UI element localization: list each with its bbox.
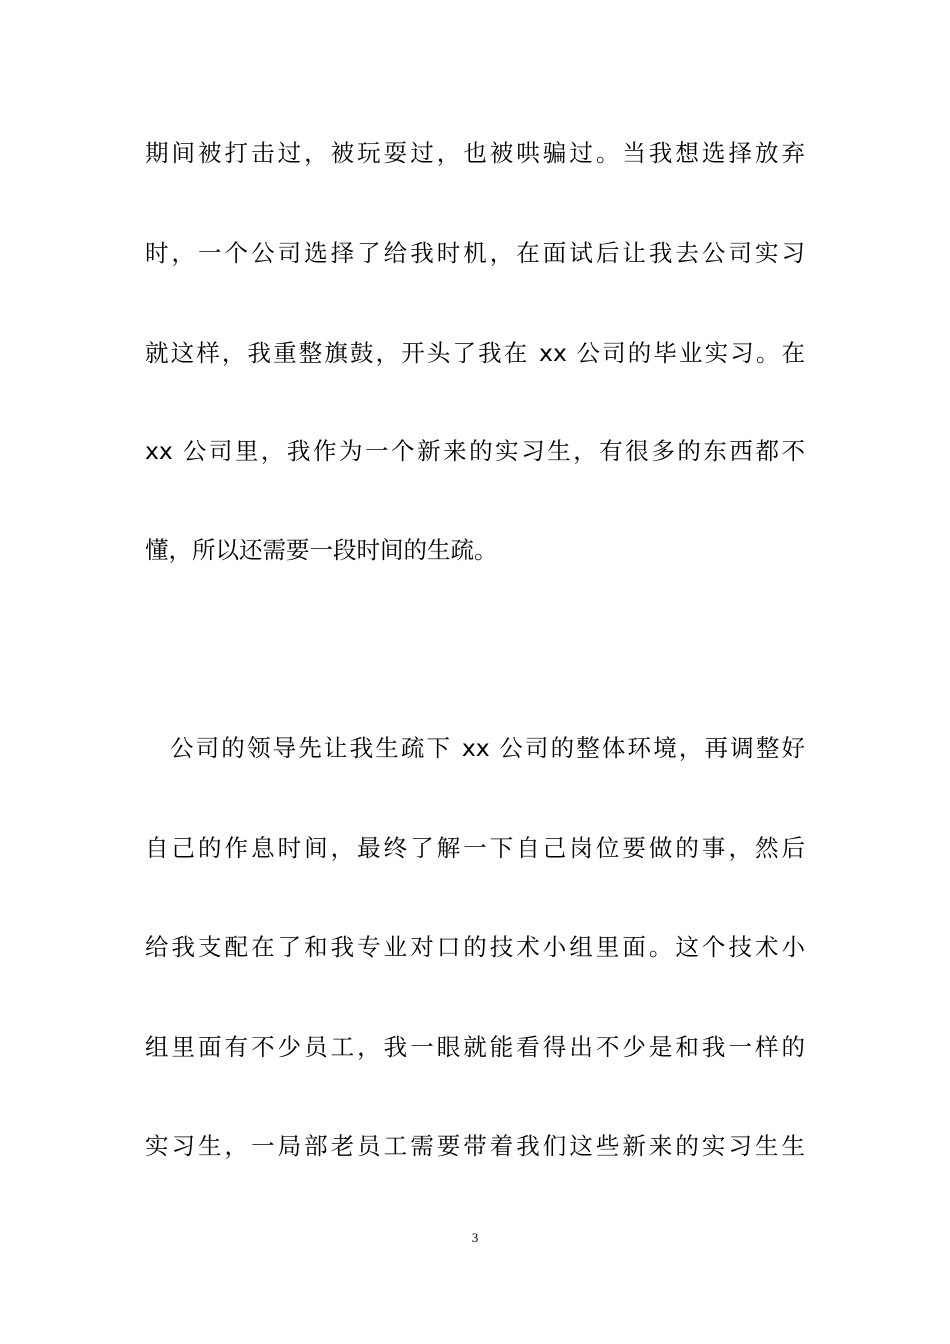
- text-line: 自己的作息时间，最终了解一下自己岗位要做的事，然后: [145, 834, 805, 862]
- text-line: 实习生，一局部老员工需要带着我们这些新来的实习生生: [145, 1132, 805, 1160]
- text-line: 懂，所以还需要一段时间的生疏。: [145, 536, 498, 564]
- text-line: 公司的领导先让我生疏下 xx 公司的整体环境，再调整好: [170, 734, 805, 762]
- text-line: 期间被打击过，被玩耍过，也被哄骗过。当我想选择放弃: [145, 139, 805, 167]
- text-line: 就这样，我重整旗鼓，开头了我在 xx 公司的毕业实习。在: [145, 339, 805, 367]
- text-line: 给我支配在了和我专业对口的技术小组里面。这个技术小: [145, 933, 805, 961]
- text-line: 时，一个公司选择了给我时机，在面试后让我去公司实习: [145, 239, 805, 267]
- text-line: xx 公司里，我作为一个新来的实习生，有很多的东西都不: [145, 437, 805, 465]
- text-line: 组里面有不少员工，我一眼就能看得出不少是和我一样的: [145, 1033, 805, 1061]
- page-number: 3: [471, 1230, 479, 1245]
